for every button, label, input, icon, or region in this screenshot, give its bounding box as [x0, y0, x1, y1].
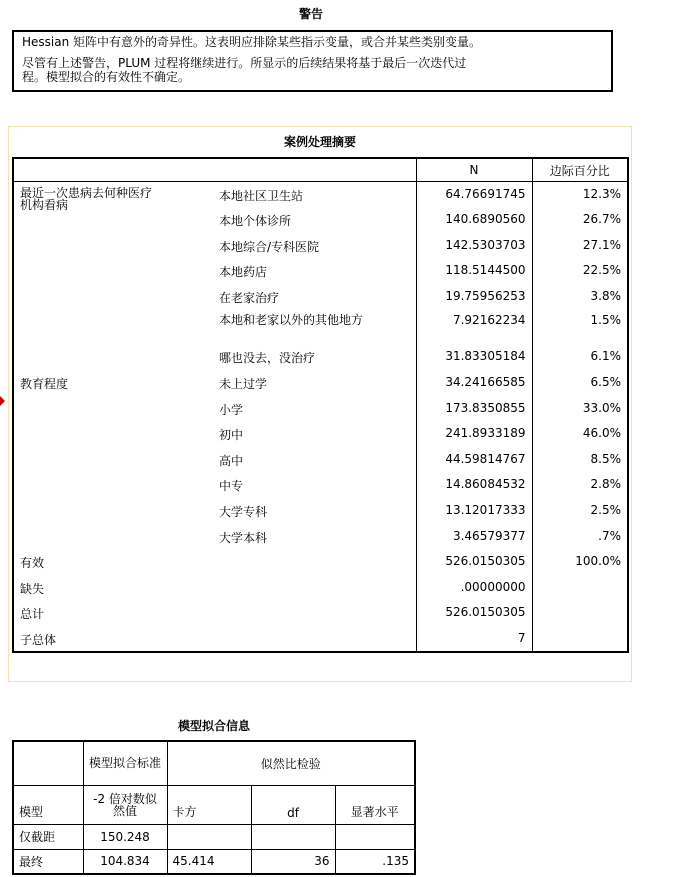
header-chi-square: 卡方 [167, 785, 251, 824]
group-label-education: 教育程度 [20, 377, 69, 392]
header-n: N [416, 158, 532, 182]
table-row [13, 626, 628, 652]
row-pct: 2.8% [532, 472, 628, 498]
row-n: 142.5303703 [416, 233, 532, 259]
row-category: 中专 [219, 479, 244, 494]
table-row [13, 549, 628, 575]
row-category: 本地社区卫生站 [219, 189, 304, 203]
case-summary-table [12, 157, 629, 653]
row-n: 44.59814767 [416, 447, 532, 473]
row-model: 最终 [13, 849, 83, 874]
row-pct: .7% [532, 524, 628, 550]
row-pct: 33.0% [532, 396, 628, 422]
row-n: 34.24166585 [416, 370, 532, 396]
header-blank [13, 158, 213, 182]
row-n: 13.12017333 [416, 498, 532, 524]
total-label: 有效 [20, 556, 45, 571]
row-category: 哪也没去，没治疗 [219, 351, 316, 366]
row-n: 3.46579377 [416, 524, 532, 550]
table-row [13, 600, 628, 626]
header-significance: 显著水平 [335, 785, 415, 824]
selection-arrow-icon [0, 396, 5, 406]
row-loglik: 104.834 [83, 849, 167, 874]
row-n: 14.86084532 [416, 472, 532, 498]
row-category: 本地和老家以外的其他地方 [219, 313, 364, 328]
table-row [13, 849, 415, 874]
group-label-medical [13, 182, 213, 371]
total-label: 总计 [20, 607, 45, 622]
row-chi [167, 824, 251, 849]
table-header-row [13, 158, 628, 182]
row-df [251, 824, 335, 849]
row-category: 在老家治疗 [219, 290, 280, 305]
group-label-medical-line2: 机构看病 [20, 198, 69, 212]
model-fit-title: 模型拟合信息 [177, 719, 250, 733]
header-criteria: 模型拟合标准 [83, 741, 167, 785]
row-pct: 6.1% [532, 344, 628, 370]
header-model: 模型 [13, 785, 83, 824]
row-pct: 1.5% [532, 309, 628, 344]
row-pct: 26.7% [532, 207, 628, 233]
header-df: df [251, 785, 335, 824]
total-label: 缺失 [20, 581, 45, 596]
row-category: 大学本科 [219, 530, 268, 545]
total-n: 526.0150305 [416, 600, 532, 626]
row-pct: 3.8% [532, 284, 628, 310]
row-chi: 45.414 [167, 849, 251, 874]
warning-line-2 [22, 56, 603, 84]
warning-line-1: Hessian 矩阵中有意外的奇异性。这表明应排除某些指示变量，或合并某些类别变量。 [22, 35, 482, 49]
table-row [13, 575, 628, 601]
table-row [13, 182, 628, 208]
row-n: 140.6890560 [416, 207, 532, 233]
row-pct: 46.0% [532, 421, 628, 447]
group-label-medical-line1: 最近一次患病去何种医疗 [20, 186, 153, 200]
row-category: 未上过学 [219, 377, 268, 392]
row-n: 241.8933189 [416, 421, 532, 447]
table-row [13, 824, 415, 849]
total-pct: 100.0% [532, 549, 628, 575]
header-pct: 边际百分比 [532, 158, 628, 182]
warning-box [12, 30, 613, 92]
row-category: 大学专科 [219, 505, 268, 520]
total-n: 526.0150305 [416, 549, 532, 575]
total-n: 7 [416, 626, 532, 652]
row-pct: 8.5% [532, 447, 628, 473]
row-pct: 2.5% [532, 498, 628, 524]
row-pct: 22.5% [532, 258, 628, 284]
row-n: 64.76691745 [416, 182, 532, 208]
row-loglik: 150.248 [83, 824, 167, 849]
total-pct [532, 575, 628, 601]
row-category: 高中 [219, 453, 244, 468]
warning-title: 警告 [298, 7, 323, 21]
total-pct [532, 600, 628, 626]
row-category: 本地个体诊所 [219, 214, 292, 229]
total-n: .00000000 [416, 575, 532, 601]
header-blank [13, 741, 83, 785]
row-category: 小学 [219, 402, 244, 417]
total-pct [532, 626, 628, 652]
row-sig [335, 824, 415, 849]
header-blank [213, 158, 416, 182]
row-n: 173.8350855 [416, 396, 532, 422]
row-n: 7.92162234 [416, 309, 532, 344]
row-sig: .135 [335, 849, 415, 874]
row-df: 36 [251, 849, 335, 874]
table-row [13, 370, 628, 396]
row-pct: 12.3% [532, 182, 628, 208]
row-n: 31.83305184 [416, 344, 532, 370]
table-header-row [13, 785, 415, 824]
table-header-row [13, 741, 415, 785]
row-n: 19.75956253 [416, 284, 532, 310]
header-loglik: -2 倍对数似然值 [83, 785, 167, 824]
row-category: 本地药店 [219, 265, 268, 280]
row-pct: 27.1% [532, 233, 628, 259]
warning-line-2a: 尽管有上述警告，PLUM 过程将继续进行。所显示的后续结果将基于最后一次迭代过 [22, 56, 467, 70]
row-pct: 6.5% [532, 370, 628, 396]
model-fit-table [12, 740, 416, 875]
row-n: 118.5144500 [416, 258, 532, 284]
case-summary-title: 案例处理摘要 [283, 135, 356, 149]
warning-line-2b: 程。模型拟合的有效性不确定。 [22, 70, 191, 84]
header-likelihood-ratio: 似然比检验 [167, 741, 415, 785]
row-category: 本地综合/专科医院 [219, 239, 320, 254]
total-label: 子总体 [20, 633, 57, 647]
row-model: 仅截距 [13, 824, 83, 849]
row-category: 初中 [219, 428, 244, 443]
